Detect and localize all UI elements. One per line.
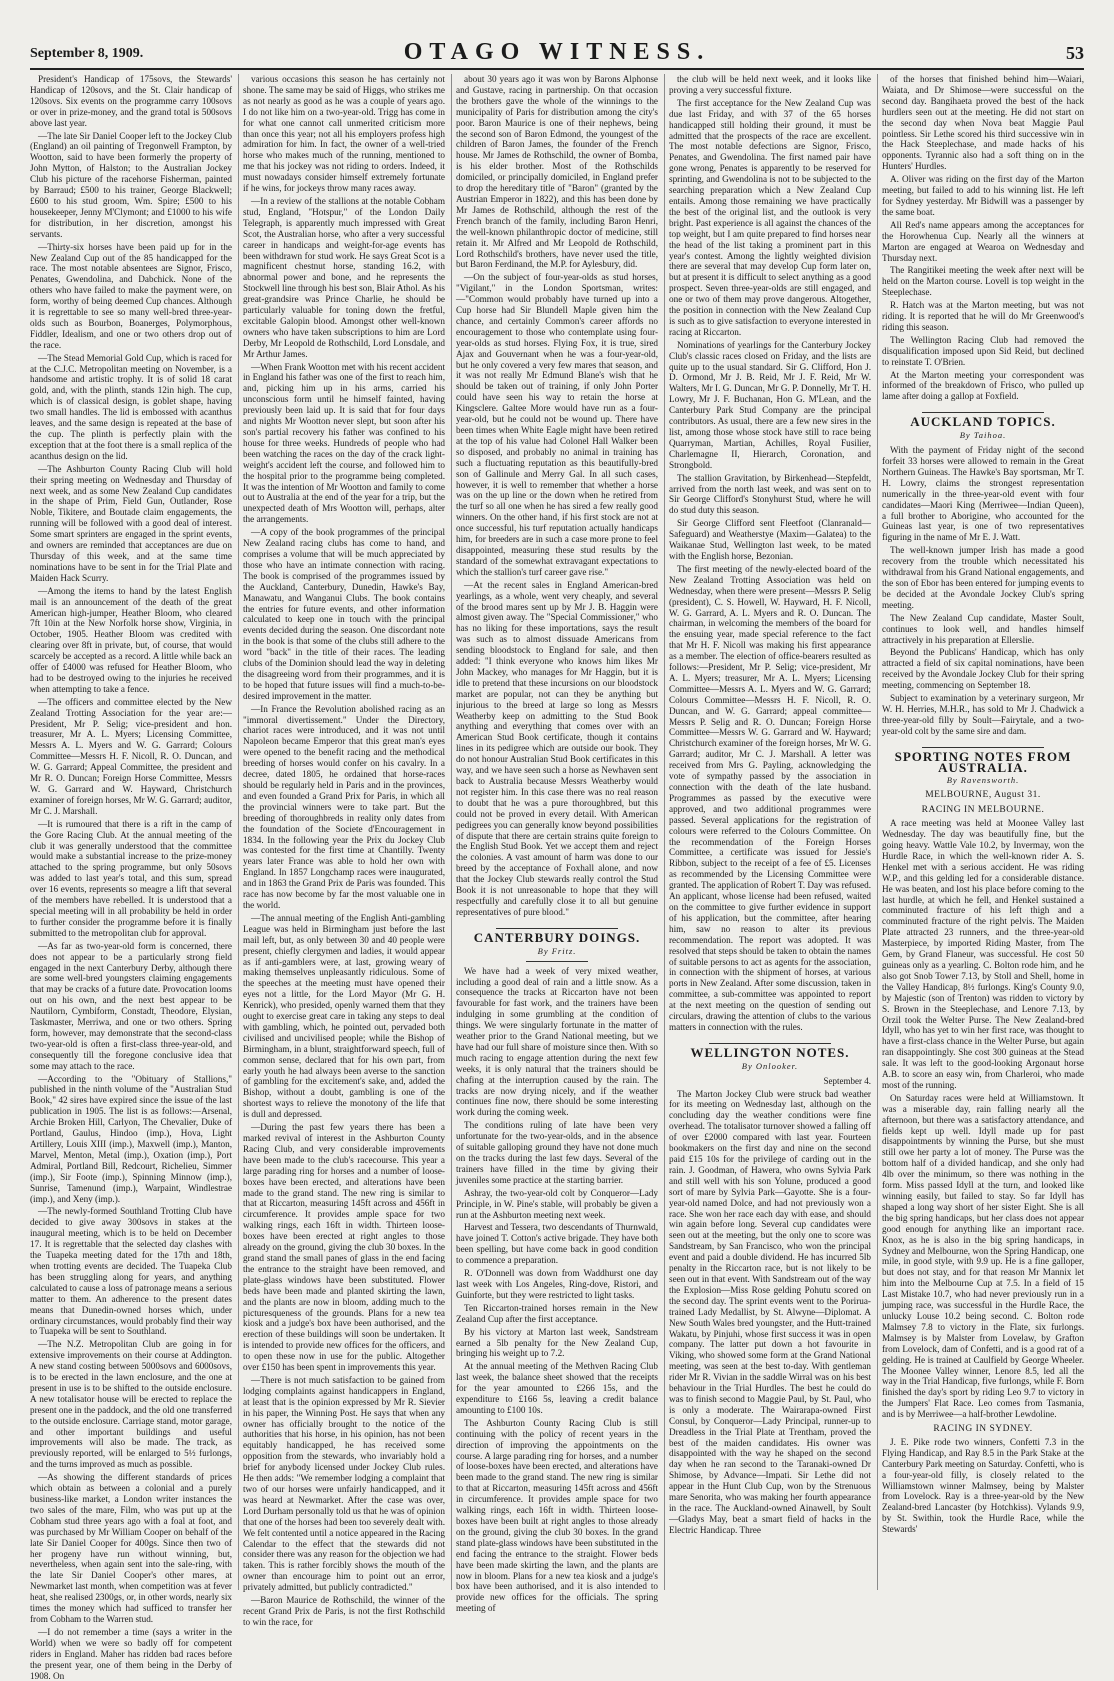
heading-rule (922, 412, 1044, 413)
paragraph: All Red's name appears among the acceptances for the Horowhenua Cup. Nearly all the winners at Marton are engaged at Wearoa on Wednesday and Thursday next. (882, 219, 1084, 263)
paragraph: —On the subject of four-year-olds as stud horses, "Vigilant," in the London Sportsman, writes:—"Common would probably have turned up into a Cup horse had Sir Blundell Maple given him the chance, and certainly Common's career affords no encouragement to those who contemplate using four-year-olds as stud horses. Flying Fox, it is true, sired Ajax and Gouvernant when he was a four-year-old, but he only covered a very few mares that season, and it was not really Mr Edmund Blane's wish that he should be taken out of training, if only John Porter could have seen his way to retain the horse at Kingsclere. Galtee More would have run as a four-year-old, but he could not be wound up. There have been times when White Eagle might have been retired at the top of his value had Colonel Hall Walker been so disposed, and probably no animal in training has such a fluctuating reputation as this beautifully-bred son of Gallinule and Merry Gal. In all such cases, however, it is well to remember that whether a horse was on the up line or the down when he retired from the turf so all one when he has sired a few really good winners. On the other hand, if his first stock are not at once successful, his turf reputation actually handicaps him, for breeders are in such a case more prone to feel disappointed, measuring these stud results by the standard of the somewhat extravagant expectations to which the stallion's turf career gave rise." (456, 272, 658, 577)
section-title: WELLINGTON NOTES. (690, 1044, 850, 1060)
byline: By Ravensworth. (946, 775, 1020, 786)
paragraph: R. O'Donnell was down from Waddhurst one day last week with Los Angeles, Ring-dove, Ristori, and Guinforte, but they were restricted to light tasks. (456, 1268, 658, 1300)
paragraph: Harvest and Tessera, two descendants of Thurnwald, have joined T. Cotton's active brigade. They have both been spelling, but have come back in good condition to commence a preparation. (456, 1222, 658, 1266)
heading-rule (526, 961, 588, 962)
column-3 (456, 74, 658, 1614)
paragraph: —In France the Revolution abolished racing as an "immoral divertissement." Under the Directory, chariot races were introduced, and it was not until Napoleon became Emperor that this great man's eyes were opened to the benefit racing and the methodical breeding of horses would confer on his cavalry. In a decree, dated 1805, he ordained that horse-races should be regularly held in Paris and in the provinces, and even founded a Grand Prix for Paris, in which all the provincial winners were to take part. But the breeding of thoroughbreds in reality only dates from the foundation of the Societe d'Encouragement in 1834. In the following year the Prix du Jockey Club was contested for the first time at Chantilly. Twenty years later France was able to hold her own with England. In 1857 Longchamp races were inaugurated, and in 1863 the Grand Prix de Paris was founded. This race has now become by far the most valuable one in the world. (243, 703, 445, 910)
paragraph: The Marton Jockey Club were struck bad weather for its meeting on Wednesday last, although on the concluding day the weather conditions were fine overhead. The totalisator turnover showed a falling off of over £2000 compared with last year. Fourteen bookmakers on the first day and nine on the second paid £15 10s for the privilege of carding out in the rain. J. Goodman, of Hawera, who owns Sylvia Park and still well with his son Yolune, produced a good sort of mare by Sylvia Park—Gayotte. She is a four-year-old named Dolce, and had not previously won a race. She won her race each day with ease, and should win again before long. Several cup candidates were seen out at the meeting, but the only one to score was Sandstream, by San Francisco, who won the principal event and paid a double dividend. He has incurred 5lb penalty in the Riccarton race, but is not likely to be seen out in that event. With Sandstream out of the way the Explosion—Miss Rose gelding Pohutu scored on the second day. The sprint events went to the Porirua-trained Lady Medallist, by St. Alwyne—Diplomat. A New South Wales bred youngster, and the Hutt-trained Wakatu, by Pinjuhi, whose first success it was in open company. The latter put down a hot favourite in Viking, who showed some form at the Grand National meeting, was seen at the best to-day. With gentleman rider Mr R. Vivian in the saddle Wirral was on his best behaviour in the Trial Hurdles. The best he could do was to finish second to Maggie Paul, by St. Paul, who is only a moderate. The Wairarapa-owned First Consul, by Conqueror—Lady Principal, runner-up to Dreadless in the Trial Plate at Trentham, proved the best of the maiden candidates. His owner was disappointed with the way he shaped on the second day when he ran second to the Taranaki-owned Dr Shimose, by Advance—Impati. Sir Lethe did not appear in the Hunt Club Cup, won by the Strenuous mare Senorita, who was making her fourth appearance in the race. The Auckland-owned Ainawell, by Soult—Gladys May, beat a smart field of hacks in the Electric Handicap. Three (669, 1088, 871, 1535)
paragraph: —The late Sir Daniel Cooper left to the Jockey Club (England) an oil painting of Tregonwell Frampton, by Wootton, said to have been formerly the property of John Mytton, of Halston; to the Australian Jockey Club his picture of the racehorse Fisherman, painted by Barraud; £500 to his trainer, George Blackwell; £600 to his stud groom, Wm. Spire; £500 to his housekeeper, Jenny M'Clymont; and £1000 to his wife for distribution, in her discretion, amongst his servants. (30, 130, 232, 239)
heading-rule (709, 1043, 831, 1044)
paragraph: The first acceptance for the New Zealand Cup was due last Friday, and with 37 of the 65 horses handicapped still holding their ground, it must be admitted that the prospects of the race are excellent. The most notable defections are Signor, Frisco, Penates, and Gwendolina. The first named pair have gone wrong, Penates is apparently to be reserved for sprinting, and Gwendolina is not to be subjected to the searching preparation which a New Zealand Cup entails. Among those remaining we have practically the best of the original list, and the outlook is very bright. Past experience is all against the chances of the top weight, but I am quite prepared to find horses near the head of the list taking a prominent part in this year's contest. Among the lightly weighted division there are several that may develop Cup form later on, but at present it is difficult to select anything as a good prospect. Seven three-year-olds are still engaged, and one or two of them may prove dangerous. Altogether, the position in connection with the New Zealand Cup is such as to give satisfaction to everyone interested in racing at Riccarton. (669, 97, 871, 337)
paragraph: —The Ashburton County Racing Club will hold their spring meeting on Wednesday and Thursday of next week, and as some New Zealand Cup candidates in the shape of Prim, Field Gun, Outlander, Rose Noble, Tikitere, and Boutade claim engagements, the running will be followed with a good deal of interest. Some smart sprinters are engaged in the sprint events, and owners are reminded that acceptances are due on Thursday of this week, and at the same time nominations have to be sent in for the Trial Plate and Maiden Hack Scurry. (30, 463, 232, 583)
masthead (30, 38, 1084, 70)
paragraph: —When Frank Wootton met with his recent accident in England his father was one of the first to reach him, and, picking him up in his arms, carried his unconscious form until he himself fainted, having previously been laid up. It is said that for four days and nights Mr Wootton never slept, but soon after his son's partial recovery his father was confined to his house for three weeks. Hundreds of people who had been watching the races on the day of the crack light-weight's accident left the course, and followed him to the hospital prior to the programme being completed. It was the intention of Mr Wootton and family to come out to Australia at the end of the year for a trip, but the unexpected death of Mrs Wootton will, perhaps, alter the arrangements. (243, 361, 445, 525)
dateline: MELBOURNE, August 31. (925, 790, 1041, 801)
paragraph: of the horses that finished behind him—Waiari, Waiata, and Dr Shimose—were successful on the second day. Bangihaeta proved the best of the hack hurdlers seen out at the meeting. He did not start on the second day when Nova beat Maggie Paul pointless. Sir Lethe scored his third successive win in the Hack Steeplechase, and made hacks of his opponents. Tyrannic also had a soft thing on in the Hunters' Hurdles. (882, 74, 1084, 172)
section-title: CANTERBURY DOINGS. (473, 929, 641, 945)
paragraph: Ten Riccarton-trained horses remain in the New Zealand Cup after the first acceptance. (456, 1302, 658, 1324)
section-heading (882, 747, 1084, 787)
section-title: AUCKLAND TOPICS. (910, 414, 1056, 430)
paragraph: We have had a week of very mixed weather, including a good deal of rain and a little snow. As a consequence the tracks at Riccarton have not been favourable for fast work, and the trainers have been indulging in some grumbling at the condition of things. We were singularly fortunate in the matter of weather prior to the Grand National meeting, but we have had our full share of moisture since then. With so much racing to engage attention during the next few weeks, it is only natural that the trainers should be chafing at the interruption caused by the rain. The tracks are now drying nicely, and if the weather continues fine now, there should be some interesting work during the coming week. (456, 965, 658, 1118)
column-4 (669, 74, 871, 1590)
section-heading (456, 928, 658, 962)
paragraph: A. Oliver was riding on the first day of the Marton meeting, but failed to add to his winning list. He left for Sydney yesterday. Mr Bidwill was a passenger by the same boat. (882, 174, 1084, 217)
paragraph: By his victory at Marton last week, Sandstream earned a 5lb penalty for the New Zealand Cup, bringing his weight up to 7.2. (456, 1326, 658, 1359)
paragraph: On Saturday races were held at Williamstown. It was a miserable day, rain falling nearly all the afternoon, but there was a satisfactory attendance, and fields kept up well. Idyll made up for past disappointments by winning the Purse, but she must still owe her party a lot of money. The Purse was the bottom half of a divided handicap, and she only had 4lb over the minimum, so there was nothing in the form. Miss passed Idyll at the turn, and looked like winning easily, but failed to stay. So far Idyll has shaped a long way short of her sister Eight. She is all the big spring handicaps, but her class does not appear good enough for anything like an important race. Knox, as he is also in the big spring handicaps, in Sydney and Melbourne, won the Spring Handicap, one mile, in good style, with 9.9 up. He is a fine galloper, but does not stay, and for that reason Mr Mannix let him into the Melbourne Cup at 7.5. In a field of 15 Last Mistake 10.7, who had never previously run in a jumping race, was successful in the Hurdle Race, the unlucky Louse 10.2 being second. C. Bolton rode Malmsey 7.8 to victory in the Flate, six furlongs. Malmsey is by Malster from Lovelaw, by Grafton from Lovelock, dam of Confetti, and is a good rat of a gelding. He is trained at Caulfield by George Wheeler. The Moonee Valley winner, Lenore 8.5, led all the way in the Trial Handicap, five furlongs, while F. Born finished the day's sport by riding Leo 9.7 to victory in the Jumpers' Flat Race. Leo comes from Tasmania, and is by Merriwee—a half-brother Lewdoline. (882, 1092, 1084, 1420)
paragraph: —I do not remember a time (says a writer in the World) when we were so badly off for competent riders in England. Maher has ridden bad races before the present year, one of them being in the Derby of 1908. On (30, 1626, 232, 1681)
paragraph: Beyond the Publicans' Handicap, which has only attracted a field of six capital nominations, have been received by the Avondale Jockey Club for their spring meeting, commencing on September 18. (882, 647, 1084, 691)
heading-rule (496, 928, 618, 929)
paragraph: The New Zealand Cup candidate, Master Soult, continues to look well, and handles himself attractively in his preparation at Ellerslie. (882, 612, 1084, 645)
columns (30, 74, 1084, 1681)
paragraph: A race meeting was held at Moonee Valley last Wednesday. The day was beautifully fine, but the going heavy. Wattle Vale 10.2, by Invermay, won the Hurdle Race, in which the well-known rider A. S. Henkel met with a serious accident. He was riding W.P., and this gelding led for a considerable distance. He was beaten, and lost his place before coming to the last hurdle, at which he fell, and Henkel sustained a comminuted fracture of his left thigh and a comminuted fracture of the right pelvis. The Maiden Plate attracted 23 runners, and the three-year-old Masterpiece, by imported Riding Master, from The Gem, by Grand Flaneur, was successful. He cost 50 guineas only as a yearling. C. Bolton rode him, and he also got Snob Tower 7.13, by Stoll and Shell, home in the Valley Handicap, 8½ furlongs. King's County 9.0, by Majestic (son of Trenton) was ridden to victory by S. Brown in the Steeplechase, and Lenore 7.13, by Orzil took the Welter Purse. The New Zealand-bred Idyll, who has yet to win her first race, was thought to have a first-class chance in the Welter Purse, but again ran disappointingly. She cost 300 guineas at the Stead sale. It was left to the good-looking Argonaut horse A.B. to score an easy win, from Charleroi, who made most of the running. (882, 818, 1084, 1090)
paragraph: —In a review of the stallions at the notable Cobham stud, England, "Hotspur," of the London Daily Telegraph, is apparently much impressed with Great Scot, the Australian horse, who after a very successful career in handicaps and weight-for-age events has been withdrawn for stud work. He says Great Scot is a magnificent chestnut horse, standing 16.2, with abnormal power and bone, and he represents the Stockwell line through his best son, Blair Athol. As his great-grandsire was Prince Charlie, he should be particularly valuable for toning down the fretful, excitable Galopin blood. Amongst other well-known owners who have taken subscriptions to him are Lord Derby, Mr Leopold de Rothschild, Lord Lonsdale, and Mr Arthur James. (243, 195, 445, 359)
section-title: SPORTING NOTES FROM AUSTRALIA. (894, 748, 1072, 775)
paragraph: the club will be held next week, and it looks like proving a very successful fixture. (669, 74, 871, 95)
paragraph: President's Handicap of 175sovs, the Stewards' Handicap of 120sovs, and the St. Clair handicap of 120sovs. Six events on the programme carry 100sovs or over in prize-money, and the grand total is 500sovs above last year. (30, 74, 232, 128)
paragraph: —There is not much satisfaction to be gained from lodging complaints against handicappers in England, at least that is the opinion expressed by Mr R. Sievier in his paper, the Winning Post. He says that when any owner has officially brought to the notice of the authorities that his horse, in his opinion, has not been equitably handicapped, he has received some opposition from the stewards, who invariably hold a brief for anybody licensed under Jockey Club rules. He then adds: "We remember lodging a complaint that two of our horses were unfairly handicapped, and it was heard at Newmarket. After the case was over, Lord Durham personally told us that he was of opinion that one of the horses had been too severely dealt with. We felt contented until a notice appeared in the Racing Calendar to the effect that the stewards did not consider there was any reason for the objection we had taken. This is rather forcibly shows the mouth of the owner than encourage him to point out an error, privately admitted, but publicly contradicted." (243, 1374, 445, 1593)
paragraph: —According to the "Obituary of Stallions," published in the ninth volume of the "Australian Stud Book," 42 sires have expired since the issue of the last publication in 1905. The list is as follows:—Arsenal, Archie Broken Hill, Carlyon, The Chevalier, Duke of Portland, Gaulus, Hindoo (imp.), Hova, Light Artillery, Louis XIII (imp.), Maxwell (imp.), Manton, Marvel, Menton, Metal (imp.), Oxation (imp.), Port Admiral, Portland Bill, Redcourt, Richelieu, Simmer (imp.), Sir Foote (imp.), Spinning Minnow (imp.), Sunrise, Tamenund (imp.), Warpaint, Windlestrae (imp.), and Xeny (imp.). (30, 1073, 232, 1204)
byline: By Taihoa. (959, 430, 1007, 441)
paragraph: —The officers and committee elected by the New Zealand Trotting Association for the year are:—President, Mr P. Selig; vice-president and hon. treasurer, Mr A. L. Myers; Licensing Committee, Messrs A. L. Myers and W. G. Garrard; Colours Committee—Messrs H. F. Nicoll, R. O. Duncan, and W. G. Garrard; Appeal Committee, the president and Mr R. O. Duncan; Foreign Horse Committee, Messrs W. G. Garrard and W. Hayward, Christchurch examiner of foreign horses, Mr W. G. Garrard; auditor, Mr C. J. Marshall. (30, 696, 232, 816)
paragraph: —Baron Maurice de Rothschild, the winner of the recent Grand Prix de Paris, is not the first Rothschild to win the race, for (243, 1595, 445, 1627)
paragraph: R. Hatch was at the Marton meeting, but was not riding. It is reported that he will do Mr Greenwood's riding this season. (882, 300, 1084, 332)
paragraph: various occasions this season he has certainly not shone. The same may be said of Higgs, who strikes me as not nearly as good as he was a couple of years ago. I do not like him on a two-year-old. Trigg has come in for what one cannot call unmerited criticism more than once this year; not all his employers profess high admiration for him. In fact, the owner of a well-tried horse who makes much of the running, mentioned to me that his jockey was not riding to orders. Indeed, it must nowadays consider himself extremely fortunate if he wins, for jockeys throw many races away. (243, 74, 445, 194)
paragraph: The Rangitikei meeting the week after next will be held on the Marton course. Lovell is top weight in the Steeplechase. (882, 265, 1084, 298)
paragraph: At the annual meeting of the Methven Racing Club last week, the balance sheet showed that the receipts for the year amounted to £266 15s, and the expenditure to £166 5s, leaving a credit balance amounting to £100 10s. (456, 1361, 658, 1415)
paragraph: The Ashburton County Racing Club is still continuing with the policy of recent years in the direction of improving the appointments on the course. A large parading ring for horses, and a number of loose-boxes have been erected, and alterations have been made to the grand stand. The new ring is similar to that at Riccarton, measuring 145ft across and 456ft in circumference. It provides ample space for two walking rings, each 16ft in width. Thirteen loose-boxes have been built at right angles to those already on the ground, giving the club 30 boxes. In the grand stand plate-glass windows have been substituted in the end facing the entrance to the straight. Flower beds have been made skirting the lawn, and the plants are now in bloom. Plans for a new tea kiosk and a judge's box have been authorised, and it is also intended to provide new offices for the officials. The spring meeting of (456, 1417, 658, 1614)
paragraph: —The Stead Memorial Gold Cup, which is raced for at the C.J.C. Metropolitan meeting on November, is a handsome and artistic trophy. It is of solid 18 carat gold, and, with the plinth, stands 12in high. The cup, which is of classical design, is goblet shape, having two small handles. The lid is embossed with acanthus leaves, and the same design is repeated at the base of the cup. The plinth is perfectly plain with the exception that at the foot there is a small replica of the acanthus design on the lid. (30, 352, 232, 461)
column-divider (664, 74, 665, 1590)
paragraph: —Thirty-six horses have been paid up for in the New Zealand Cup out of the 85 handicapped for the race. The most notable absentees are Signor, Frisco, Penates, Gwendolina, and Dabchick. None of the others who have failed to make the payment were, on form, worthy of being deemed Cup chances. Although it is regrettable to see so many well-bred three-year-olds such as Bourbon, Boanerges, Polymorphous, Fiddler, Idealism, and one or two others drop out of the race. (30, 241, 232, 350)
paragraph: The conditions ruling of late have been very unfortunate for the two-year-olds, and in the absence of suitable galloping ground they have not done much on the tracks during the last few days. Several of the trainers have filled in the time by giving their juveniles some practice at the starting barrier. (456, 1120, 658, 1185)
column-2 (243, 74, 445, 1627)
paragraph: —Among the items to hand by the latest English mail is an announcement of the death of the great American high-jumper, Heather Bloom, who cleared 7ft 10in at the New Norfolk horse show, Virginia, in October, 1905. Heather Bloom was credited with clearing over 8ft in private, but, of course, that would scarcely be accepted as a record. A little while back an offer of £4000 was refused for Heather Bloom, who had to be destroyed owing to the injuries he received when attempting to take a fence. (30, 585, 232, 694)
subheading: RACING IN SYDNEY. (933, 1424, 1033, 1435)
paragraph: The well-known jumper Irish has made a good recovery from the trouble which necessitated his withdrawal from his Grand National engagements, and the son of Ebor has been entered for jumping events to be decided at the Avondale Jockey Club's spring meeting. (882, 545, 1084, 610)
column-5 (882, 74, 1084, 1590)
issue-date: September 8, 1909. (30, 46, 144, 61)
paragraph: Subject to examination by a veterinary surgeon, Mr W. H. Herries, M.H.R., has sold to Mr J. Chadwick a three-year-old filly by Soult—Fairytale, and a two-year-old colt by the same sire and dam. (882, 693, 1084, 736)
paragraph: —It is rumoured that there is a rift in the camp of the Gore Racing Club. At the annual meeting of the club it was generally understood that the committee would make a substantial increase to the prize-money attached to the spring programme, but only 50sovs was added to last year's total, and this sum, spread over 16 events, represents so meagre a lift that several of the members have rebelled. It is understood that a special meeting will in all probability be held in order to further consider the programme before it is finally submitted to the metropolitan club for approval. (30, 818, 232, 938)
paragraph: —During the past few years there has been a marked revival of interest in the Ashburton County Racing Club, and very considerable improvements have been made to the club's racecourse. This year a large parading ring for horses and a number of loose-boxes have been erected, and alterations have been made to the grand stand. The new ring is similar to that at Riccarton, measuring 145ft across and 456ft in circumference. It provides ample space for two walking rings, each 16ft in width. Thirteen loose-boxes have been erected at right angles to those already on the ground, giving the club 30 boxes. In the grand stand the small panes of glass in the end facing the entrance to the straight have been removed, and plate-glass windows have been substituted. Flower beds have been made and planted skirting the lawn, and the plants are now in bloom, adding much to the picturesqueness of the grounds. Plans for a new tea kiosk and a judge's box have been authorised, and the erection of these buildings will soon be undertaken. It is intended to provide new offices for the officers, and to open these now in use for the public. Altogether over £150 has been spent in improvements this year. (243, 1122, 445, 1373)
paragraph: —A copy of the book programmes of the principal New Zealand racing clubs has come to hand, and comprises a volume that will be much appreciated by those who have an intimate connection with racing. The book is comprised of the programmes issued by the Auckland, Canterbury, Dunedin, Hawke's Bay, Manawatu, and Wanganui Clubs. The book contains the entries for future events, and other information calculated to keep one in touch with the principal events decided during the season. One discordant note in the book is that some of the clubs still adhere to the word "back" in the title of their races. The leading clubs of the Dominion should lead the way in deleting the disagreeing word from their programmes, and it is to be hoped that future issues will find a much-to-be-desired improvement in the matter. (243, 527, 445, 701)
paragraph: The first meeting of the newly-elected board of the New Zealand Trotting Association was held on Wednesday, when there were present—Messrs P. Selig (president), C. S. Howell, W. Hayward, H. F. Nicoll, W. G. Garrard, A. L. Myers and R. O. Duncan. The chairman, in welcoming the members of the board for the ensuing year, made special reference to the fact that Mr H. F. Nicoll was making his first appearance as a member. The election of office-bearers resulted as follows:—President, Mr P. Selig; vice-president, Mr A. L. Myers; treasurer, Mr A. L. Myers; Licensing Committee—Messrs A. L. Myers and W. G. Garrard; Colours Committee—Messrs H. F. Nicoll, R. O. Duncan, and W. G. Garrard; appeal committee—Messrs P. Selig and R. O. Duncan; Foreign Horse Committee—Messrs W. G. Garrard and W. Hayward; Christchurch examiner of the foreign horses, Mr W. G. Garrard; auditor, Mr C. J. Marshall. A letter was received from Mrs G. Payling, acknowledging the vote of sympathy passed by the association in connection with the death of the late husband. Programmes as passed by the executive were approved, and two additional programmes were passed. Several applications for the registration of colours were referred to the Colours Committee. On the recommendation of the Foreign Horses Committee, a certificate was issued for Jessie's Ribbon, subject to the receipt of a fee of £5. Licenses as recommended by the Licensing Committee were granted. The application of Robert T. Day was refused. An applicant, whose license had been refused, waited on the committee to give further evidence in support of his application, but the committee, after hearing him, saw no reason to alter its previous recommendation. The report was adopted. It was resolved that steps should be taken to obtain the names of suitable persons to act as agents for the association, in connection with the shipment of horses, at various ports in New Zealand. After some discussion, taken in committee, a sub-committee was appointed to report at the next meeting on the question of sending out circulars, drawing the attention of clubs to the various matters in connection with the rules. (669, 563, 871, 1032)
column-divider (877, 74, 878, 1590)
paragraph: Nominations of yearlings for the Canterbury Jockey Club's classic races closed on Friday, and the lists are quite up to the usual standard. Sir G. Clifford, Hon J. D. Ormond, Mr J. B. Reid, Mr J. F. Reid, Mr W. Walters, Mr I. G. Duncan, Mr G. P. Donnelly, Mr T. H. Lowry, Mr J. F. Buchanan, Hon G. M'Lean, and the Canterbury Park Stud Company are the principal contributors. As usual, there are a few new sires in the list, among those whose stock have still to race being Quarryman, Martian, Achilles, Royal Fusilier, Charlemagne II, Hierarch, Coronation, and Strongbold. (669, 339, 871, 470)
paragraph: —At the recent sales in England American-bred yearlings, as a whole, went very cheaply, and several of the brood mares sent up by Mr J. B. Haggin were almost given away. The "Special Commissioner," who has no liking for these importations, says the result was such as to almost dissuade Americans from sending bloodstock to England for sale, and then added: "I think everyone who knows him likes Mr John Mackey, who manages for Mr Haggin, but it is idle to pretend that these incursions on our bloodstock market are popular, not can they be anything but injurious to the breed at large so long as Messrs Weatherby keep on admitting to the Stud Book anything and everything that comes over with an American Stud Book certificate, though it contains lines in its pedigree which are outside our book. They do not honour Australian Stud Book certificates in this way, and we have seen such a horse as Newhaven sent back to Australia because Messrs Weatherby would not register him. In this case there was no real reason to doubt that he was a pure thoroughbred, but this could not be proved in every detail. With American pedigrees you can generally know beyond possibilities of dispute that there are certain strains quite foreign to the English Stud Book. Yet we accept them and reject the colonies. A vast amount of harm was done to our breed by the acceptance of Foxhall alone, and now that the Jockey Club stewards really control the Stud Book it is not unreasonable to hope that they will respectfully and carefully close it to all but genuine representatives of pure blood." (456, 579, 658, 917)
subheading: RACING IN MELBOURNE. (921, 805, 1045, 816)
column-1 (30, 74, 232, 1681)
paragraph: With the payment of Friday night of the second forfeit 33 horses were allowed to remain in the Great Northern Guineas. The Hawke's Bay sportsman, Mr T. H. Lowry, claims the strongest representation numerically in the three-year-old event with four candidates—Maori King (Merriwee—Indian Queen), a full brother to Aborigine, who accounted for the Guineas last year, is one of two representatives figuring in the name of Mr E. J. Watt. (882, 445, 1084, 543)
section-heading (669, 1043, 871, 1072)
newspaper-title: OTAGO WITNESS. (403, 39, 711, 65)
paragraph: about 30 years ago it was won by Barons Alphonse and Gustave, racing in partnership. On that occasion the brothers gave the whole of the winnings to the municipality of Paris for distribution among the city's poor. Baron Maurice is one of their nephews, being the second son of Baron Edmond, the youngest of the children of Baron James, the founder of the French house. Mr James de Rothschild, the owner of Bomba, is his elder brother. Most of the Rothschilds domiciled, or principally domiciled, in England prefer to drop the hereditary title of "Baron" (granted by the Austrian Emperor in 1822), and this has been done by Mr James de Rothschild, although the rest of the French branch of the family, including Baron Henri, the well-known philanthropic doctor of medicine, still retain it. Mr Alfred and Mr Leopold de Rothschild, Lord Rothschild's brothers, have never used the title, but Baron Ferdinand, the M.P. for Aylesbury, did. (456, 74, 658, 270)
paragraph: The stallion Gravitation, by Birkenhead—Stepfeldt, arrived from the north last week, and was sent on to Sir George Clifford's Stonyhurst Stud, where he will do stud duty this season. (669, 472, 871, 516)
section-heading (882, 412, 1084, 441)
byline: By Fritz. (537, 945, 577, 956)
paragraph: Sir George Clifford sent Fleetfoot (Clanranald—Safeguard) and Weatherstye (Maxim—Galatea) to the Waikanae Stud, Wellington last week, to be mated with the English horse, Bezonian. (669, 518, 871, 561)
paragraph: —The N.Z. Metropolitan Club are going in for extensive improvements on their course at Addington. A new stand costing between 5000sovs and 6000sovs, is to be erected in the lawn enclosure, and the one at present in use is to be shifted to the outside enclosure. A new totalisator house will be erected to replace the present one in the paddock, and the old one transferred to the outside enclosure. Carriage stand, motor garage, and other important buildings and useful improvements will also be made. The track, as previously reported, will be enlarged to 5½ furlongs, and the turns improved as much as possible. (30, 1339, 232, 1470)
paragraph: —As far as two-year-old form is concerned, there does not appear to be a particularly strong field engaged in the next Canterbury Derby, although there are some well-bred youngsters claiming engagements that may be cracks of a future date. Provocation looms out on his own, and the next best appear to be Nautilorn, Cymbiform, Constadt, Theodore, Elysian, Taskmaster, Merriwa, and one or two others. Spring form, however, may demonstrate that the second-class two-year-old is often a first-class three-year-old, and consequently till the foregone conclusive idea that some may attach to the race. (30, 940, 232, 1071)
column-divider (451, 74, 452, 1590)
paragraph: Ashray, the two-year-old colt by Conqueror—Lady Principle, in W. Pine's stable, will probably be given a run at the Ashburton meeting next week. (456, 1187, 658, 1220)
byline: By Onlooker. (741, 1060, 799, 1071)
dateline: September 4. (823, 1075, 871, 1086)
heading-rule (922, 747, 1044, 748)
paragraph: J. E. Pike rode two winners, Confetti 7.3 in the Flying Handicap, and Ray 8.5 in the Park Stake at the Canterbury Park meeting on Saturday. Confetti, who is a four-year-old filly, is closely related to the Williamstown winner Malmsey, being by Malster from Lovelock. Ray is a three-year-old by the New Zealand-bred Lancaster (by Hotchkiss). Vylands 9.9, by St. Swithin, took the Hurdle Race, while the Stewards' (882, 1436, 1084, 1535)
paragraph: —As showing the different standards of prices which obtain as between a colonial and a purely business-like market, a London writer instances the two sales of the mare, Film, who was put up at the Cobham stud three years ago with a foal at foot, and was purchased by Mr William Cooper on behalf of the late Sir Daniel Cooper for 400gs. Since then two of her progeny have run without winning, but, nevertheless, when again sent into the sale-ring, with the late Sir Daniel Cooper's other mares, at Newmarket last month, when competition was at fever heat, she realised 2300gs, or, in other words, nearly six times the money which had sufficed to transfer her from Cobham to the Warren stud. (30, 1472, 232, 1624)
paragraph: —The annual meeting of the English Anti-gambling League was held in Birmingham just before the last mail left, but, as only between 30 and 40 people were present, chiefly clergymen and ladies, it would appear as if anti-gamblers were, at last, growing weary of making themselves unpleasantly ridiculous. Some of the speeches at the meeting must have opened their eyes not a little, for the Lord Mayor (Mr G. H. Kenrick), who presided, openly warned them that they ought to exercise great care in taking any steps to deal with gambling, which, he pointed out, pervaded both civilised and uncivilised people; while the Bishop of Birmingham, in a blunt, straightforward speech, full of common sense, declared that for his own part, from early youth he had always been averse to the sanction of gambling for the excitement's sake, and, added the Bishop, without a doubt, gambling is one of the shortest ways to relieve the monotony of the life that is dull and depressed. (243, 912, 445, 1120)
page-number: 53 (1066, 43, 1084, 63)
column-divider (238, 74, 239, 1590)
paragraph: —The newly-formed Southland Trotting Club have decided to give away 300sovs in stakes at the inaugural meeting, which is to be held on December 17. It is regrettable that the selected day clashes with the Tuapeka meeting dated for the 17th and 18th, when trotting events are decided. The Tuapeka Club has been struggling along for years, and anything calculated to cause a loss of patronage means a serious matter to them. An adherence to the present dates means that Dunedin-owned horses which, under ordinary circumstances, would probably find their way to Tuapeka will be sent to Southland. (30, 1206, 232, 1337)
paragraph: At the Marton meeting your correspondent was informed of the breakdown of Frisco, who pulled up lame after doing a gallop at Foxfield. (882, 369, 1084, 402)
paragraph: The Wellington Racing Club had removed the disqualification imposed upon Sid Reid, but declined to reinstate T. O'Brien. (882, 334, 1084, 367)
